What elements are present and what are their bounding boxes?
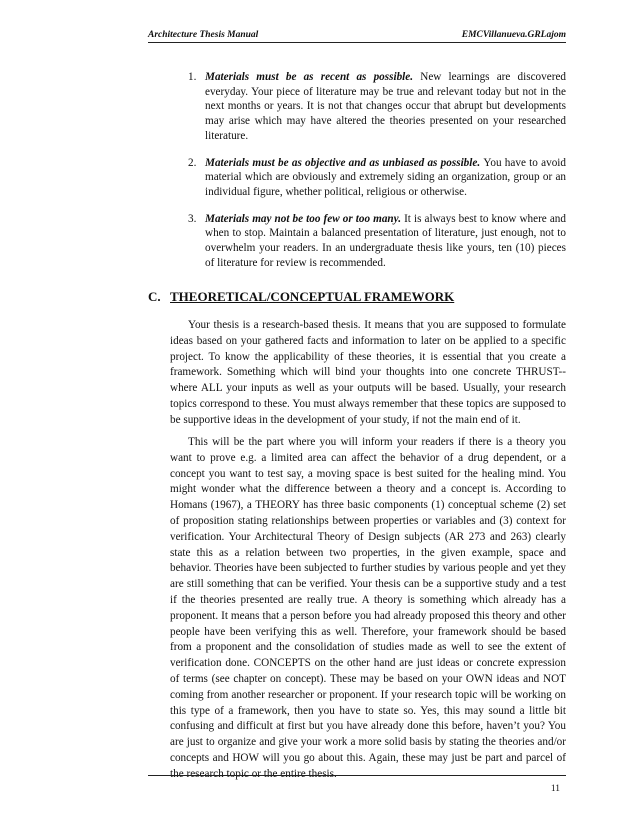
list-item <box>148 212 566 271</box>
section-letter: C. <box>148 289 161 304</box>
page-header <box>148 30 566 43</box>
page-number: 11 <box>550 784 560 794</box>
list-item-number: 3. <box>188 212 197 225</box>
header-right-authors: EMCVillanueva.GRLajom <box>461 30 566 40</box>
list-item-heading: Materials must be as objective and as unbiased as possible. <box>205 156 484 169</box>
list-item-text: You have to avoid material which are obviously and extremely siding an organization, group or an individual figure, whether political, religious or otherwise. <box>205 156 566 198</box>
section-heading <box>148 289 566 305</box>
list-item-number: 1. <box>188 71 197 83</box>
list-item-heading: Materials must be as recent as possible. <box>205 71 421 83</box>
list-item-heading: Materials may not be too few or too many. <box>205 212 405 225</box>
list-item-text: New learnings are discovered everyday. Your piece of literature may be true and relevant today but not in the next months or years. It is not that changes occur that abrupt but developments may arise which may have altered the theories presented on your researched literature. <box>205 71 566 142</box>
section-title: THEORETICAL/CONCEPTUAL FRAMEWORK <box>170 289 455 304</box>
body-paragraph-2: This will be the part where you will inform your readers if there is a theory you want to prove e.g. a limited area can affect the behavior of a drug dependent, or a concept you want to test say, a moving space is best suited for the healing mind. You might wonder what the difference between a theory and a concept is. According to Homans (1967), a THEORY has three basic components (1) conceptual scheme (2) set of proposition stating relationships between properties or variables and (3) context for verification. Your Architectural Theory of Design subjects (AR 273 and 263) clearly state this as a relation between two properties, in the given example, space and behavior. Theories have been subjected to further studies by various people and yet they are still something that can be verified. Your thesis can be a supportive study and a test if the theories presented are really true. A theory is something which already has a proponent. It means that a person before you had already proposed this theory and other people have been verifying this as well. Therefore, your framework should be based from a proponent and the consolidation of studies made as well to see the extent of verification done. CONCEPTS on the other hand are just ideas or concrete expression of terms (see chapter on concept). These may be based on your OWN ideas and NOT coming from another researcher or proponent. If your research topic will be working on this type of a framework, then you have to state so. Yes, this may sound a little bit confusing and difficult at first but you have already done this before, haven’t you? You are just to organize and give your work a more solid basis by stating the theories and/or concepts and HOW will you go about this. Again, these may just be part and parcel of the research topic or the entire thesis. <box>170 436 566 780</box>
list-item-text: It is always best to know where and when to stop. Maintain a balanced presentation of literature, just enough, not to overwhelm your readers. In an undergraduate thesis like yours, ten (10) pieces of literature for review is recommended. <box>205 212 566 269</box>
list-item <box>148 156 566 200</box>
criteria-list <box>148 70 566 282</box>
footer-divider <box>148 775 566 776</box>
list-item-number: 2. <box>188 156 197 169</box>
list-item <box>148 70 566 144</box>
body-paragraph-1: Your thesis is a research-based thesis. It means that you are supposed to formulate ideas based on your gathered facts and information to later on be applied to a specific project. To know the applicability of these theories, it is essential that you create a framework. Something which will bind your thoughts into one concrete THRUST-- where ALL your inputs as well as your outputs will be based. Usually, your research topics correspond to these. You must always remember that these topics are supposed to be supportive ideas in the development of your study, if not the main end of it. <box>170 319 566 426</box>
header-left-title: Architecture Thesis Manual <box>148 30 259 40</box>
